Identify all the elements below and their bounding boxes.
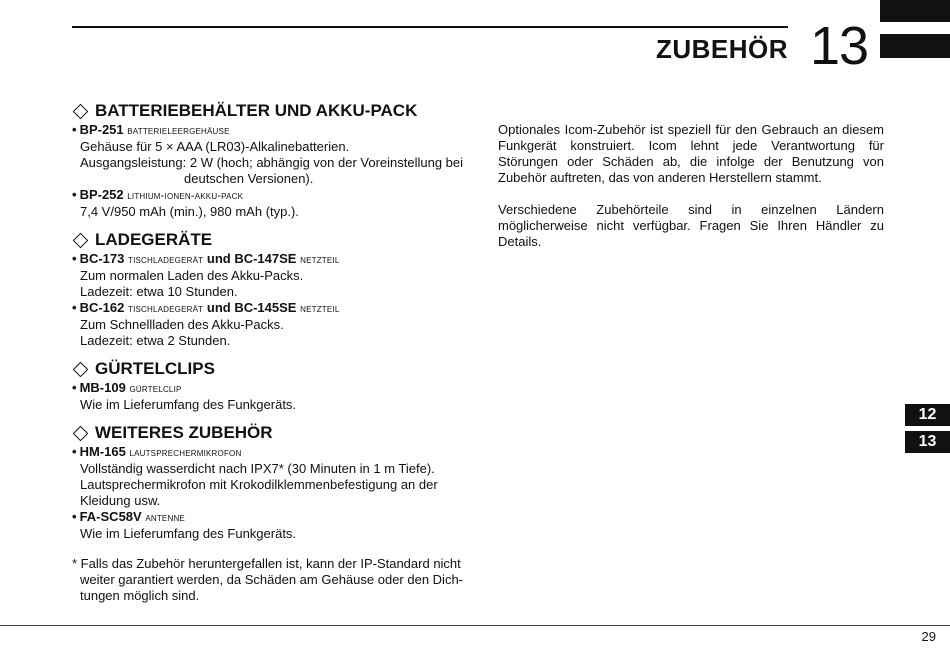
side-tab-13[interactable]: 13: [905, 431, 950, 453]
section-chargers: [72, 230, 468, 349]
item-line: Ladezeit: etwa 10 Stunden.: [80, 284, 238, 299]
diamond-icon: [73, 103, 89, 119]
model-desc: batterieleergehäuse: [127, 125, 230, 137]
item-line: Ausgangsleistung: 2 W (hoch; abhängig von der Voreinstellung bei: [80, 155, 464, 170]
item-head: [72, 122, 468, 139]
accessory-list: [72, 101, 468, 604]
list-item: [72, 300, 468, 349]
intro-paragraph: Verschiedene Zubehörteile sind in einzelnen Ländern möglicherweise nicht verfügbar. Fragen Sie Ihren Händler zu Details.: [498, 202, 884, 249]
bullet-icon: •: [72, 380, 77, 395]
item-line: Vollständig wasserdicht nach IPX7* (30 Minuten in 1 m Tiefe).: [80, 461, 435, 476]
section-heading-text: BATTERIEBEHÄLTER UND AKKU-PACK: [95, 101, 418, 120]
footnote: [72, 556, 468, 604]
conjunction: und: [206, 251, 231, 266]
item-line: Lautsprechermikrofon mit Krokodilklemmenbefestigung an der: [80, 477, 438, 492]
section-heading-text: WEITERES ZUBEHÖR: [95, 423, 273, 442]
chapter-number: 13: [810, 16, 869, 76]
section-heading-text: LADEGERÄTE: [95, 230, 213, 249]
intro-text: [498, 122, 884, 266]
item-line: Kleidung usw.: [80, 493, 161, 508]
item-head: [72, 509, 468, 526]
list-item: [72, 509, 468, 542]
bullet-icon: •: [72, 251, 77, 266]
model-desc: lautsprechermikrofon: [129, 447, 242, 459]
item-line: Zum Schnellladen des Akku-Packs.: [80, 317, 284, 332]
model-name: BP-252: [79, 187, 124, 202]
section-heading: [72, 101, 468, 121]
section-heading: [72, 423, 468, 443]
item-line: Wie im Lieferumfang des Funkgeräts.: [80, 526, 297, 541]
diamond-icon: [73, 425, 89, 441]
model-desc: lithium-ionen-akku-pack: [127, 190, 244, 202]
model-name: BC-147SE: [234, 251, 297, 266]
chapter-marker-bar-top: [880, 0, 950, 22]
chapter-marker-bar-bottom: [880, 34, 950, 58]
model-name: FA-SC58V: [79, 509, 142, 524]
model-desc: tischladegerät: [127, 254, 204, 266]
item-line: deutschen Versionen).: [184, 171, 314, 186]
model-desc: gürtelclip: [129, 383, 182, 395]
section-heading: [72, 359, 468, 379]
model-name: BP-251: [79, 122, 124, 137]
side-tab-12[interactable]: 12: [905, 404, 950, 426]
footnote-line: weiter garantiert werden, da Schäden am Gehäuse oder den Dich-: [80, 572, 463, 587]
page-title: ZUBEHÖR: [655, 34, 788, 64]
model-desc: tischladegerät: [127, 303, 204, 315]
footnote-line: * Falls das Zubehör heruntergefallen ist, kann der IP-Standard nicht: [72, 556, 461, 571]
item-head: [72, 444, 468, 461]
item-line: Zum normalen Laden des Akku-Packs.: [80, 268, 304, 283]
section-belt-clips: [72, 359, 468, 413]
section-heading-text: GÜRTELCLIPS: [95, 359, 215, 378]
item-head: [72, 300, 468, 317]
header-rule: [72, 26, 788, 28]
conjunction: und: [206, 300, 231, 315]
bullet-icon: •: [72, 444, 77, 459]
model-desc: antenne: [145, 512, 185, 524]
item-line: Wie im Lieferumfang des Funkgeräts.: [80, 397, 297, 412]
item-line: Ladezeit: etwa 2 Stunden.: [80, 333, 231, 348]
model-name: BC-162: [79, 300, 125, 315]
model-name: BC-145SE: [234, 300, 297, 315]
section-other-accessories: [72, 423, 468, 542]
footer-rule: [0, 625, 950, 626]
list-item: [72, 187, 468, 220]
bullet-icon: •: [72, 509, 77, 524]
model-name: MB-109: [79, 380, 126, 395]
model-name: BC-173: [79, 251, 125, 266]
item-line: Gehäuse für 5 × AAA (LR03)-Alkalinebatterien.: [80, 139, 350, 154]
list-item: [72, 380, 468, 413]
bullet-icon: •: [72, 122, 77, 137]
list-item: [72, 251, 468, 300]
item-head: [72, 251, 468, 268]
diamond-icon: [73, 232, 89, 248]
list-item: [72, 122, 468, 187]
bullet-icon: •: [72, 187, 77, 202]
item-line: 7,4 V/950 mAh (min.), 980 mAh (typ.).: [80, 204, 299, 219]
model-desc: netzteil: [300, 303, 340, 315]
model-desc: netzteil: [300, 254, 340, 266]
section-heading: [72, 230, 468, 250]
page-number: 29: [921, 629, 936, 644]
model-name: HM-165: [79, 444, 126, 459]
footnote-line: tungen möglich sind.: [80, 588, 200, 603]
list-item: [72, 444, 468, 509]
section-battery: [72, 101, 468, 220]
diamond-icon: [73, 361, 89, 377]
item-head: [72, 380, 468, 397]
intro-paragraph: Optionales Icom-Zubehör ist speziell für den Gebrauch an diesem Funkgerät konstruiert. Icom lehnt jede Verantwortung für Störungen oder Schäden ab, die infolge der Benutzung von Zubehör auftreten, das von anderen Herstellern stammt.: [498, 122, 884, 185]
bullet-icon: •: [72, 300, 77, 315]
item-head: [72, 187, 468, 204]
